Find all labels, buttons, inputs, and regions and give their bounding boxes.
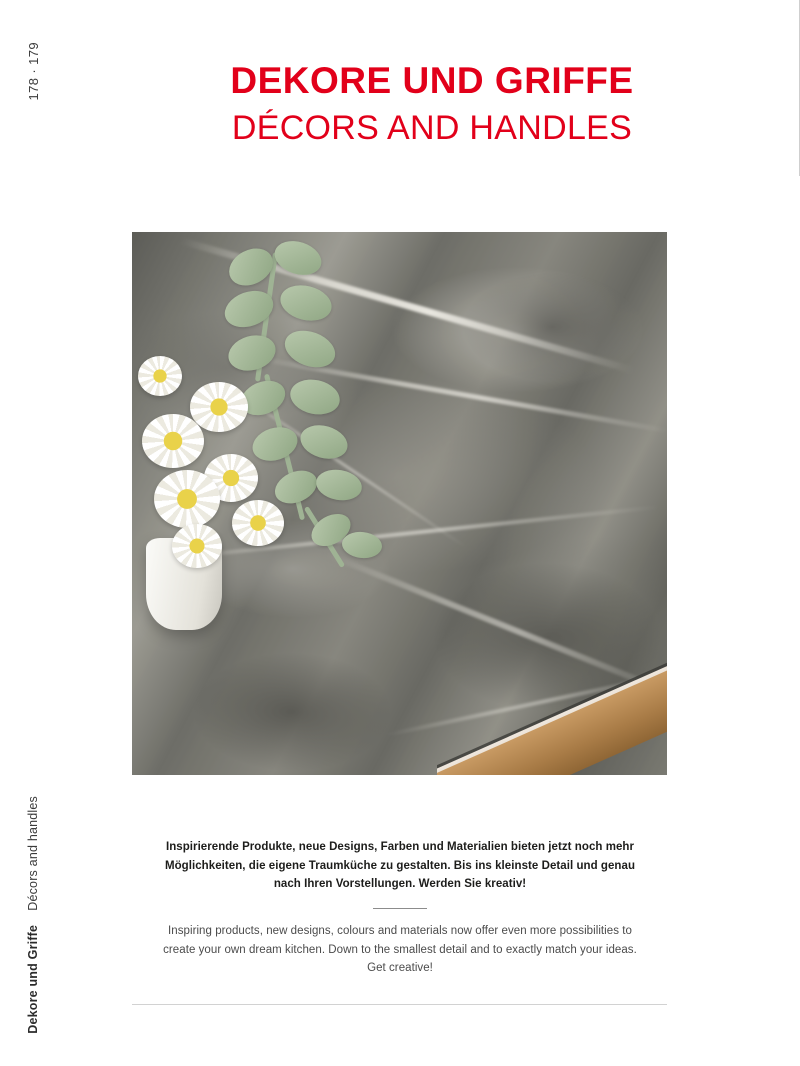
bottom-rule [132, 1004, 667, 1005]
worktop-edge [437, 605, 667, 775]
chrysanthemum-flower [172, 524, 222, 568]
marble-shadow-patch [192, 652, 392, 772]
chrysanthemum-flower [154, 470, 220, 528]
caption-text-de: Inspirierende Produkte, neue Designs, Farben und Materialien bieten jetzt noch mehr Möglichkeiten, die eigene Traumküche zu gestalten. Bis ins kleinste Detail und genau nach Ihren Vorstellungen. Werden Sie kreativ! [164, 841, 636, 891]
page-number: 178 · 179 [26, 42, 41, 101]
chrysanthemum-flower [232, 500, 284, 546]
caption-text-en: Inspiring products, new designs, colours and materials now offer even more possibilities to create your own dream kitchen. Down to the smallest detail and to exactly match your ideas. Get creative! [163, 924, 637, 975]
hero-image [132, 232, 667, 775]
rail-section-label-en: Décors and handles [26, 796, 40, 912]
left-margin-rail [0, 0, 64, 1066]
rail-section-label [26, 796, 40, 1034]
page-title-block [64, 60, 800, 149]
chrysanthemum-flower [142, 414, 204, 468]
page-title-de: DEKORE UND GRIFFE [230, 60, 634, 101]
rail-section-label-de: Dekore und Griffe [26, 925, 40, 1034]
chrysanthemum-flower [138, 356, 182, 396]
chrysanthemum-flower [190, 382, 248, 432]
page-title-en: DÉCORS AND HANDLES [231, 109, 633, 148]
caption-block [160, 838, 640, 978]
caption-divider [373, 908, 427, 909]
